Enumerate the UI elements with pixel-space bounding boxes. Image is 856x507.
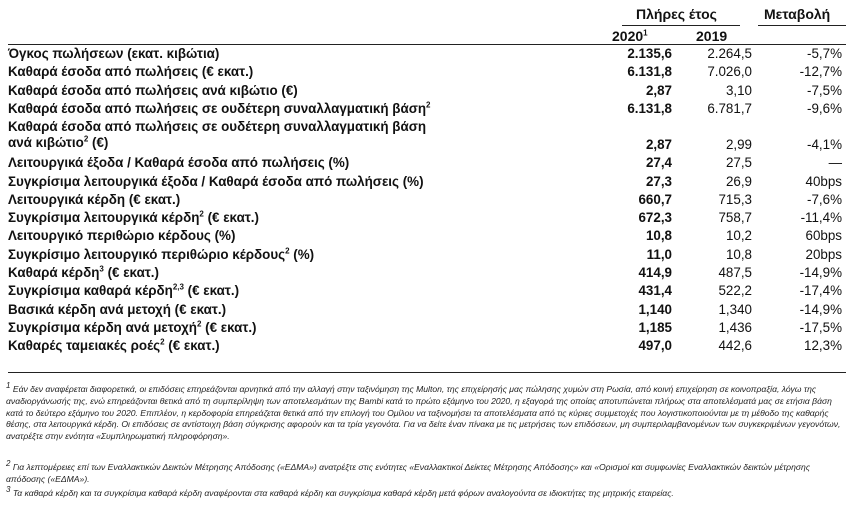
footnote-2-text: Για λεπτομέρειες επί των Εναλλακτικών Δεικτών Μέτρησης Απόδοσης («ΕΔΜΑ») ανατρέξτε στις ενότητες «Εναλλακτικοί Δείκτες Μέτρησης Απόδοσης» και «Ορισμοί και συμφωνίες Εναλλακτικών δεικτών μέτρησης απόδοσης («ΕΔΜΑ»). bbox=[6, 462, 811, 484]
value-2020: 10,8 bbox=[645, 228, 672, 244]
value-2020: 11,0 bbox=[646, 246, 672, 262]
row-label bbox=[8, 265, 159, 281]
value-change: -12,7% bbox=[799, 64, 842, 80]
value-change: 20bps bbox=[805, 246, 842, 262]
value-2019: 487,5 bbox=[718, 265, 752, 280]
value-2020: 431,4 bbox=[638, 283, 672, 299]
footnote-3 bbox=[6, 485, 848, 500]
row-label-text: Συγκρίσιμα λειτουργικά κέρδη bbox=[8, 210, 200, 226]
value-change: 40bps bbox=[805, 173, 842, 189]
table-row bbox=[8, 174, 844, 192]
footnote-3-mark: 3 bbox=[6, 485, 11, 495]
value-change: 60bps bbox=[805, 228, 842, 244]
value-2020: 6.131,8 bbox=[627, 64, 672, 80]
value-2019: 7.026,0 bbox=[707, 64, 752, 80]
value-2019: 3,10 bbox=[725, 82, 752, 98]
footnote-1-mark: 1 bbox=[6, 381, 11, 391]
header-change-underline bbox=[758, 25, 846, 26]
table-row bbox=[8, 228, 844, 246]
value-2019: 1,436 bbox=[718, 319, 752, 335]
footnote-2 bbox=[6, 459, 848, 486]
row-label-sup: 3 bbox=[99, 264, 104, 274]
row-label bbox=[8, 83, 298, 99]
row-label-sup: 2,3 bbox=[172, 282, 184, 292]
row-label-suffix: (%) bbox=[289, 246, 315, 262]
row-label bbox=[8, 210, 259, 226]
value-change: -17,4% bbox=[799, 283, 842, 299]
header-change: Μεταβολή bbox=[764, 6, 831, 22]
table-row bbox=[8, 83, 844, 101]
table-top-rule bbox=[8, 44, 846, 45]
table-row bbox=[8, 155, 844, 173]
value-2019: 442,6 bbox=[718, 338, 752, 354]
row-label-sup: 2 bbox=[285, 246, 290, 256]
value-2019: 2,99 bbox=[725, 137, 752, 153]
row-label-line2: ανά κιβώτιο bbox=[8, 135, 84, 151]
row-label bbox=[8, 46, 219, 62]
value-change: -17,5% bbox=[799, 319, 842, 335]
header-year-2020 bbox=[612, 28, 648, 44]
table-row bbox=[8, 46, 844, 64]
value-2020: 27,4 bbox=[645, 155, 672, 171]
row-label-text: Συγκρίσιμα λειτουργικά έξοδα / Καθαρά έσοδα από πωλήσεις (%) bbox=[8, 173, 424, 189]
row-label-text: Όγκος πωλήσεων (εκατ. κιβώτια) bbox=[8, 46, 220, 61]
row-label-text: Βασικά κέρδη ανά μετοχή (€ εκατ.) bbox=[8, 301, 227, 317]
year-2020-text: 2020 bbox=[612, 28, 644, 44]
table-row bbox=[8, 119, 844, 155]
value-change: — bbox=[828, 155, 842, 171]
value-2020: 414,9 bbox=[638, 265, 672, 280]
row-label-suffix: (€) bbox=[88, 135, 109, 151]
value-2019: 10,8 bbox=[725, 246, 752, 262]
row-label bbox=[8, 228, 235, 244]
value-change: -11,4% bbox=[800, 210, 842, 226]
value-change: -7,6% bbox=[807, 191, 842, 207]
value-change: -7,5% bbox=[807, 82, 842, 98]
table-row bbox=[8, 101, 844, 119]
value-2020: 672,3 bbox=[638, 210, 672, 226]
row-label bbox=[8, 174, 424, 190]
table-row bbox=[8, 192, 844, 210]
header-year-2019: 2019 bbox=[696, 28, 728, 44]
value-2019: 715,3 bbox=[718, 191, 752, 207]
value-2020: 497,0 bbox=[638, 338, 672, 354]
table-row bbox=[8, 302, 844, 320]
row-label bbox=[8, 192, 180, 208]
header-full-year: Πλήρες έτος bbox=[636, 6, 717, 22]
footnote-1 bbox=[6, 381, 848, 443]
value-change: -4,1% bbox=[807, 137, 842, 153]
header-full-year-underline bbox=[622, 25, 740, 26]
year-2020-sup: 1 bbox=[643, 28, 648, 38]
value-2019: 758,7 bbox=[718, 210, 752, 226]
table-bottom-rule bbox=[8, 372, 846, 373]
row-label-text: Καθαρές ταμειακές ροές bbox=[8, 338, 161, 354]
value-2019: 10,2 bbox=[725, 228, 752, 244]
row-label-text: Συγκρίσιμα κέρδη ανά μετοχή bbox=[8, 319, 197, 335]
value-change: -9,6% bbox=[807, 100, 842, 116]
row-label bbox=[8, 101, 431, 117]
value-2019: 6.781,7 bbox=[707, 100, 752, 116]
row-label-suffix: (€ εκατ.) bbox=[164, 338, 220, 354]
table-row bbox=[8, 247, 844, 265]
row-label bbox=[8, 320, 257, 336]
row-label-sup: 2 bbox=[426, 100, 431, 110]
row-label-suffix: (€ εκατ.) bbox=[183, 283, 240, 299]
value-2019: 27,5 bbox=[725, 155, 752, 171]
row-label-text: Συγκρίσιμο λειτουργικό περιθώριο κέρδους bbox=[8, 246, 286, 262]
value-change: -14,9% bbox=[799, 301, 842, 317]
row-label-text: Καθαρά κέρδη bbox=[8, 265, 100, 280]
value-change: -14,9% bbox=[799, 265, 842, 280]
value-2019: 1,340 bbox=[718, 301, 752, 317]
row-label-text: Λειτουργικά κέρδη (€ εκατ.) bbox=[8, 191, 181, 207]
row-label bbox=[8, 247, 314, 263]
table-row bbox=[8, 210, 844, 228]
footnote-1-text: Εάν δεν αναφέρεται διαφορετικά, οι επιδόσεις επηρεάζονται αρνητικά από την αλλαγή στην ταξινόμηση της Multon, της επιχείρησής μας πώλησης χυμών στη Ρωσία, από κοινή επιχείρηση σε κοινοπραξία, λόγω της αναδιοργάνωσής της, ενώ επηρεάζονται θετικά από τη συμπερίληψη των αποτελεσμάτων της Bambi κατά το πρώτο εξάμηνο του 2020, η εξαγορά της οποίας αποτυπώνεται πλήρως στα αποτελέσματά μας σε ετήσια βάση κατά το δεύτερο εξάμηνο του 2020. Επιπλέον, η κερδοφορία επηρεάζεται θετικά από την επιλογή του Ομίλου να ταξινομήσει τα αποτελέσματα από τις κύριες συμμετοχές που λογιστικοποιούνται με τη μέθοδο της καθαρής θέσης, στα λειτουργικά κέρδη. Οι επιδόσεις σε αντίστοιχη βάση σύγκρισης αφορούν και τα τρία γεγονότα. Για να δείτε έναν πίνακα με τις μετρήσεις των επιδόσεων, μη συμπεριλαμβανομένων των συγκεκριμένων γεγονότων, ανατρέξτε στην ενότητα «Συμπληρωματική πληροφόρηση». bbox=[6, 384, 841, 442]
footnote-2-mark: 2 bbox=[6, 459, 11, 469]
value-2020: 6.131,8 bbox=[627, 100, 672, 116]
row-label-suffix: (€ εκατ.) bbox=[201, 319, 257, 335]
row-label-sup: 2 bbox=[160, 337, 165, 347]
table-row bbox=[8, 338, 844, 356]
row-label bbox=[8, 155, 349, 171]
row-label bbox=[8, 338, 220, 354]
value-2020: 2.135,6 bbox=[627, 46, 672, 61]
value-2020: 2,87 bbox=[645, 137, 672, 153]
value-2020: 1,140 bbox=[638, 301, 672, 317]
table-row bbox=[8, 320, 844, 338]
row-label-sup: 2 bbox=[83, 134, 89, 144]
row-label bbox=[8, 119, 426, 151]
table-row bbox=[8, 64, 844, 82]
row-label bbox=[8, 64, 253, 80]
value-2019: 2.264,5 bbox=[707, 46, 752, 61]
row-label-text: Καθαρά έσοδα από πωλήσεις σε ουδέτερη συναλλαγματική βάση bbox=[8, 100, 427, 116]
row-label-text: Καθαρά έσοδα από πωλήσεις ανά κιβώτιο (€) bbox=[8, 82, 298, 98]
row-label-text: Λειτουργικά έξοδα / Καθαρά έσοδα από πωλήσεις (%) bbox=[8, 155, 350, 171]
row-label-sup: 2 bbox=[196, 319, 202, 329]
table-row bbox=[8, 283, 844, 301]
row-label-sup: 2 bbox=[199, 209, 204, 219]
value-2020: 27,3 bbox=[645, 173, 672, 189]
value-change: 12,3% bbox=[804, 338, 842, 354]
row-label-text: Λειτουργικό περιθώριο κέρδους (%) bbox=[8, 228, 236, 244]
footnote-3-text: Τα καθαρά κέρδη και τα συγκρίσιμα καθαρά κέρδη αναφέρονται στα καθαρά κέρδη και συγκρίσιμα καθαρά κέρδη μετά φόρων αναλογούντα σε ιδιοκτήτες της μητρικής εταιρείας. bbox=[12, 488, 674, 498]
row-label bbox=[8, 302, 226, 318]
table-row bbox=[8, 265, 844, 283]
row-label-text: Καθαρά έσοδα από πωλήσεις (€ εκατ.) bbox=[8, 64, 254, 80]
row-label-suffix: (€ εκατ.) bbox=[103, 265, 159, 280]
value-change: -5,7% bbox=[807, 46, 842, 61]
value-2020: 1,185 bbox=[638, 319, 672, 335]
value-2019: 26,9 bbox=[725, 173, 752, 189]
row-label-line1: Καθαρά έσοδα από πωλήσεις σε ουδέτερη συναλλαγματική βάση bbox=[8, 119, 427, 135]
row-label bbox=[8, 283, 239, 299]
row-label-suffix: (€ εκατ.) bbox=[203, 210, 259, 226]
row-label-text: Συγκρίσιμα καθαρά κέρδη bbox=[8, 283, 173, 299]
value-2019: 522,2 bbox=[718, 283, 752, 299]
value-2020: 660,7 bbox=[638, 191, 672, 207]
value-2020: 2,87 bbox=[645, 82, 672, 98]
